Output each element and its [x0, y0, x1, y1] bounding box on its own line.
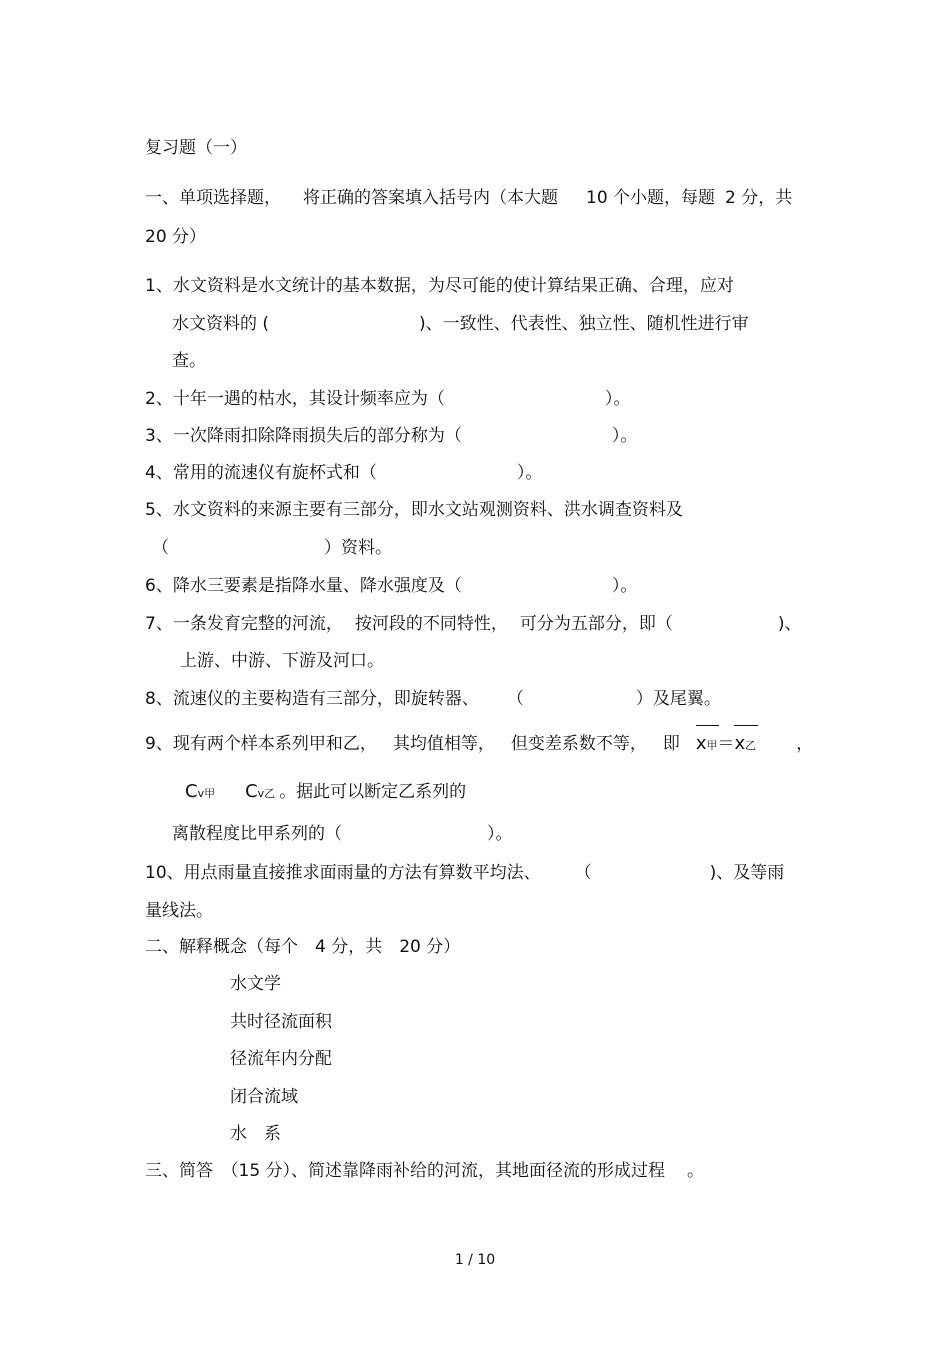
question-1-line-2: 水文资料的 ( )、一致性、代表性、独立性、随机性进行审: [172, 314, 749, 334]
question-4: 4、常用的流速仪有旋杯式和（ ）。: [145, 463, 543, 483]
question-9-line-1: 9、现有两个样本系列甲和乙， 其均值相等， 但变差系数不等， 即 x甲＝x乙 ，: [145, 733, 813, 757]
concept-item: 闭合流域: [230, 1087, 298, 1107]
question-10-line-2: 量线法。: [145, 901, 213, 921]
concept-item: 共时径流面积: [230, 1012, 332, 1032]
question-6: 6、降水三要素是指降水量、降水强度及（ ）。: [145, 576, 638, 596]
question-7-line-1: 7、一条发育完整的河流， 按河段的不同特性， 可分为五部分，即（ )、: [145, 614, 802, 634]
question-1-line-3: 查。: [172, 351, 206, 371]
question-10-line-1: 10、用点雨量直接推求面雨量的方法有算数平均法、 （ )、及等雨: [145, 863, 785, 883]
question-5-line-2: （ ）资料。: [152, 538, 392, 558]
concept-item: 径流年内分配: [230, 1049, 332, 1069]
concept-item: 水 系: [230, 1124, 281, 1144]
question-1-line-1: 1、水文资料是水文统计的基本数据，为尽可能的使计算结果正确、合理，应对: [145, 276, 734, 296]
mean-x-yi: x乙: [734, 733, 756, 757]
doc-title: 复习题（一）: [145, 138, 247, 158]
question-5-line-1: 5、水文资料的来源主要有三部分，即水文站观测资料、洪水调查资料及: [145, 500, 683, 520]
section-2-heading: 二、解释概念（每个 4 分，共 20 分）: [145, 937, 461, 957]
question-9-line-3: 离散程度比甲系列的（ ）。: [172, 824, 513, 844]
mean-x-jia: x甲: [696, 733, 718, 757]
section-1-heading: 一、单项选择题， 将正确的答案填入括号内（本大题 10 个小题，每题 2 分，共: [145, 188, 793, 208]
section-3-heading: 三、简答 （15 分）、简述靠降雨补给的河流，其地面径流的形成过程 。: [145, 1161, 705, 1181]
question-8: 8、流速仪的主要构造有三部分，即旋转器、 （ ）及尾翼。: [145, 689, 721, 709]
section-1-heading-cont: 20 分）: [145, 227, 207, 247]
question-7-line-2: 上游、中游、下游及河口。: [180, 651, 384, 671]
concept-item: 水文学: [230, 974, 281, 994]
question-3: 3、一次降雨扣除降雨损失后的部分称为（ ）。: [145, 426, 638, 446]
page-number: 1 / 10: [454, 1252, 496, 1268]
question-2: 2、十年一遇的枯水，其设计频率应为（ ）。: [145, 389, 631, 409]
question-9-line-2: Cv甲 Cv乙 。据此可以断定乙系列的: [185, 781, 467, 802]
